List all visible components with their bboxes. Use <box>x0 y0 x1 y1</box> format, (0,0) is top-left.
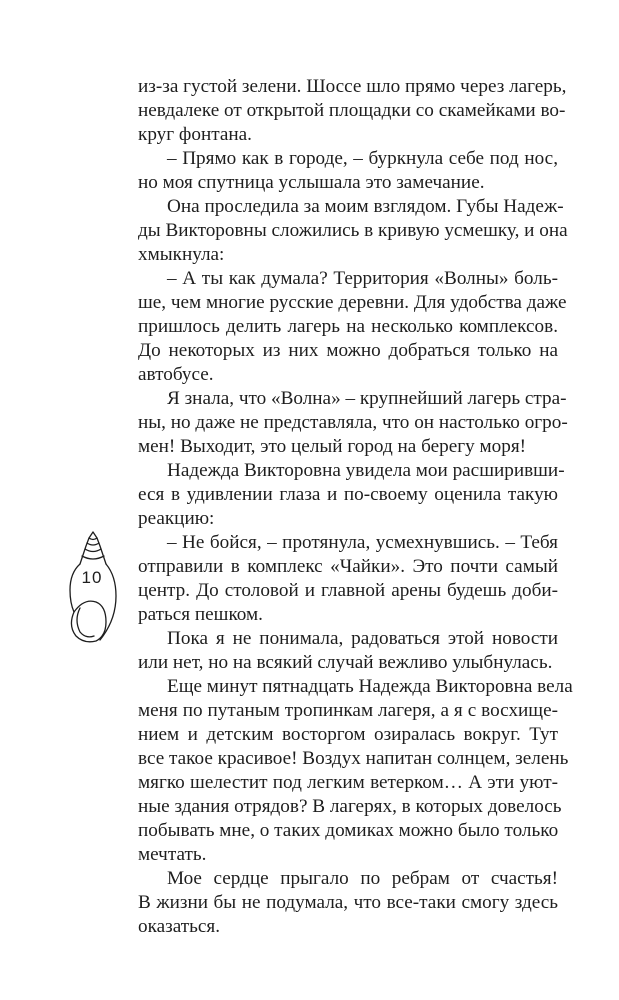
text-line: меня по путаным тропинкам лагеря, а я с восхище- <box>138 700 558 721</box>
book-page-text <box>138 75 573 939</box>
text-line: Я знала, что «Волна» – крупнейший лагерь стра- <box>167 388 567 409</box>
text-line: раться пешком. <box>138 604 263 625</box>
text-line: из-за густой зелени. Шоссе шло прямо через лагерь, <box>138 76 567 97</box>
text-line: но моя спутница услышала это замечание. <box>138 172 485 193</box>
text-line: все такое красивое! Воздух напитан солнцем, зелень <box>138 748 569 769</box>
text-line: еся в удивлении глаза и по-своему оценила такую <box>138 484 558 505</box>
text-line: До некоторых из них можно добраться только на <box>138 340 558 361</box>
text-line: круг фонтана. <box>138 124 252 145</box>
text-line: Она проследила за моим взглядом. Губы Надеж- <box>167 196 564 217</box>
text-line: Пока я не понимала, радоваться этой новости <box>167 628 558 649</box>
page-number: 10 <box>81 568 103 587</box>
text-line: – Не бойся, – протянула, усмехнувшись. – Тебя <box>167 532 558 553</box>
text-line: центр. До столовой и главной арены будешь доби- <box>138 580 558 601</box>
text-line: автобусе. <box>138 364 214 385</box>
text-line: ные здания отрядов? В лагерях, в которых довелось <box>138 796 562 817</box>
text-line: мечтать. <box>138 844 207 865</box>
text-line: ды Викторовны сложились в кривую усмешку, и она <box>138 220 568 241</box>
text-line: мен! Выходит, это целый город на берегу моря! <box>138 436 527 457</box>
text-line: отправили в комплекс «Чайки». Это почти самый <box>138 556 558 577</box>
text-line: Надежда Викторовна увидела мои расширивши- <box>167 460 565 481</box>
text-line: оказаться. <box>138 916 221 937</box>
text-line: невдалеке от открытой площадки со скамейками во- <box>138 100 566 121</box>
text-line: хмыкнула: <box>138 244 225 265</box>
text-line: пришлось делить лагерь на несколько комплексов. <box>138 316 558 337</box>
text-line: – А ты как думала? Территория «Волны» боль- <box>167 268 558 289</box>
text-line: Еще минут пятнадцать Надежда Викторовна вела <box>167 676 573 697</box>
text-line: или нет, но на всякий случай вежливо улыбнулась. <box>138 652 553 673</box>
text-line: нием и детским восторгом озиралась вокруг. Тут <box>138 724 558 745</box>
text-line: Мое сердце прыгало по ребрам от счастья! <box>167 868 558 889</box>
text-line: реакцию: <box>138 508 215 529</box>
text-line: мягко шелестит под легким ветерком… А эти уют- <box>138 772 558 793</box>
text-line: В жизни бы не подумала, что все-таки смогу здесь <box>138 892 558 913</box>
text-line: – Прямо как в городе, – буркнула себе под нос, <box>167 148 558 169</box>
text-line: ше, чем многие русские деревни. Для удобства даже <box>138 292 567 313</box>
text-line: ны, но даже не представляла, что он настолько огро- <box>138 412 568 433</box>
text-line: побывать мне, о таких домиках можно было только <box>138 820 559 841</box>
